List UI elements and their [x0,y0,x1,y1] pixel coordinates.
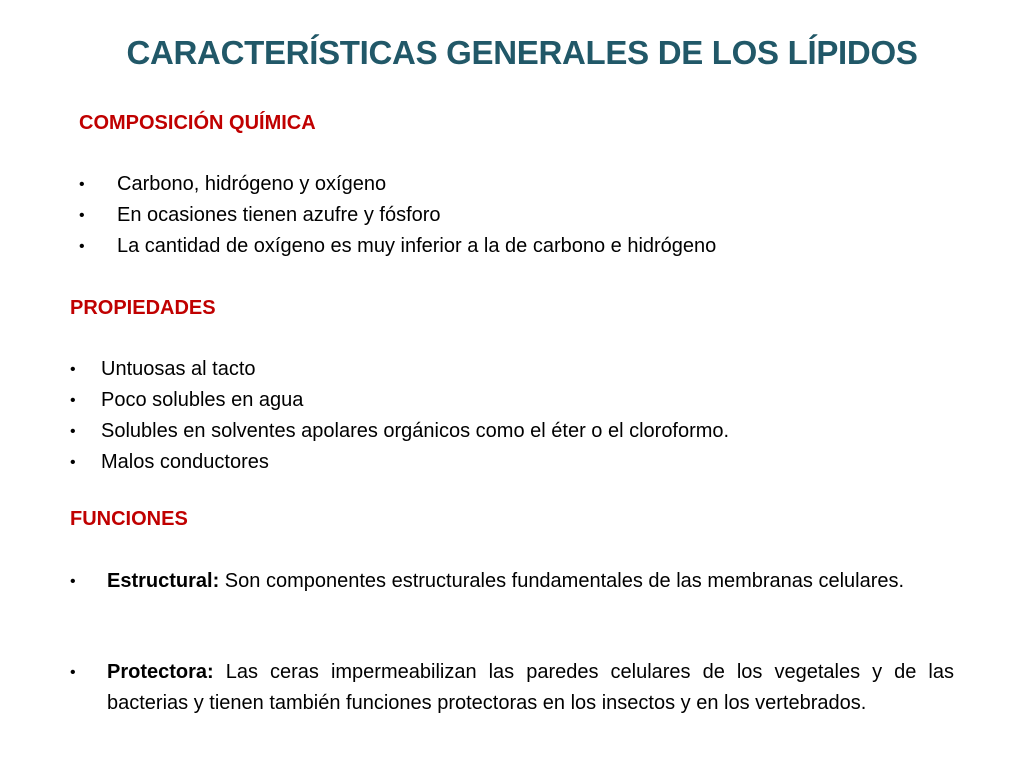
funcion-item-estructural [70,566,954,597]
propiedades-heading: PROPIEDADES [70,297,216,319]
funcion-term: Protectora: [107,661,214,683]
bullet-icon: • [70,423,76,440]
list-item [70,354,729,385]
list-item [79,231,716,262]
funcion-term: Estructural: [107,570,220,592]
bullet-icon: • [70,392,76,409]
funcion-description: Son componentes estructurales fundamentales de las membranas celulares. [219,570,905,592]
list-item [79,169,716,200]
bullet-icon: • [70,664,76,681]
funciones-heading: FUNCIONES [70,508,188,530]
funcion-item-protectora [70,657,954,719]
funcion-text [107,657,954,719]
propiedades-list [70,354,729,478]
list-item [79,200,716,231]
list-item-text: La cantidad de oxígeno es muy inferior a la de carbono e hidrógeno [117,235,717,257]
bullet-icon: • [70,573,76,590]
list-item-text: En ocasiones tienen azufre y fósforo [117,204,441,226]
list-item-text: Untuosas al tacto [101,358,256,380]
composicion-heading: COMPOSICIÓN QUÍMICA [79,112,316,134]
bullet-icon: • [79,238,85,255]
list-item [70,416,729,447]
bullet-icon: • [70,454,76,471]
bullet-icon: • [79,207,85,224]
list-item-text: Carbono, hidrógeno y oxígeno [117,173,387,195]
slide-title: CARACTERÍSTICAS GENERALES DE LOS LÍPIDOS [126,34,918,71]
list-item-text: Malos conductores [101,451,269,473]
funcion-text [107,566,954,597]
list-item-text: Solubles en solventes apolares orgánicos como el éter o el cloroformo. [101,420,730,442]
bullet-icon: • [79,176,85,193]
list-item [70,385,729,416]
composicion-list [79,169,716,262]
funcion-description: Las ceras impermeabilizan las paredes celulares de los vegetales y de las bacterias y tienen también funciones protectoras en los insectos y en los vertebrados. [107,661,954,714]
bullet-icon: • [70,361,76,378]
list-item [70,447,729,478]
list-item-text: Poco solubles en agua [101,389,304,411]
